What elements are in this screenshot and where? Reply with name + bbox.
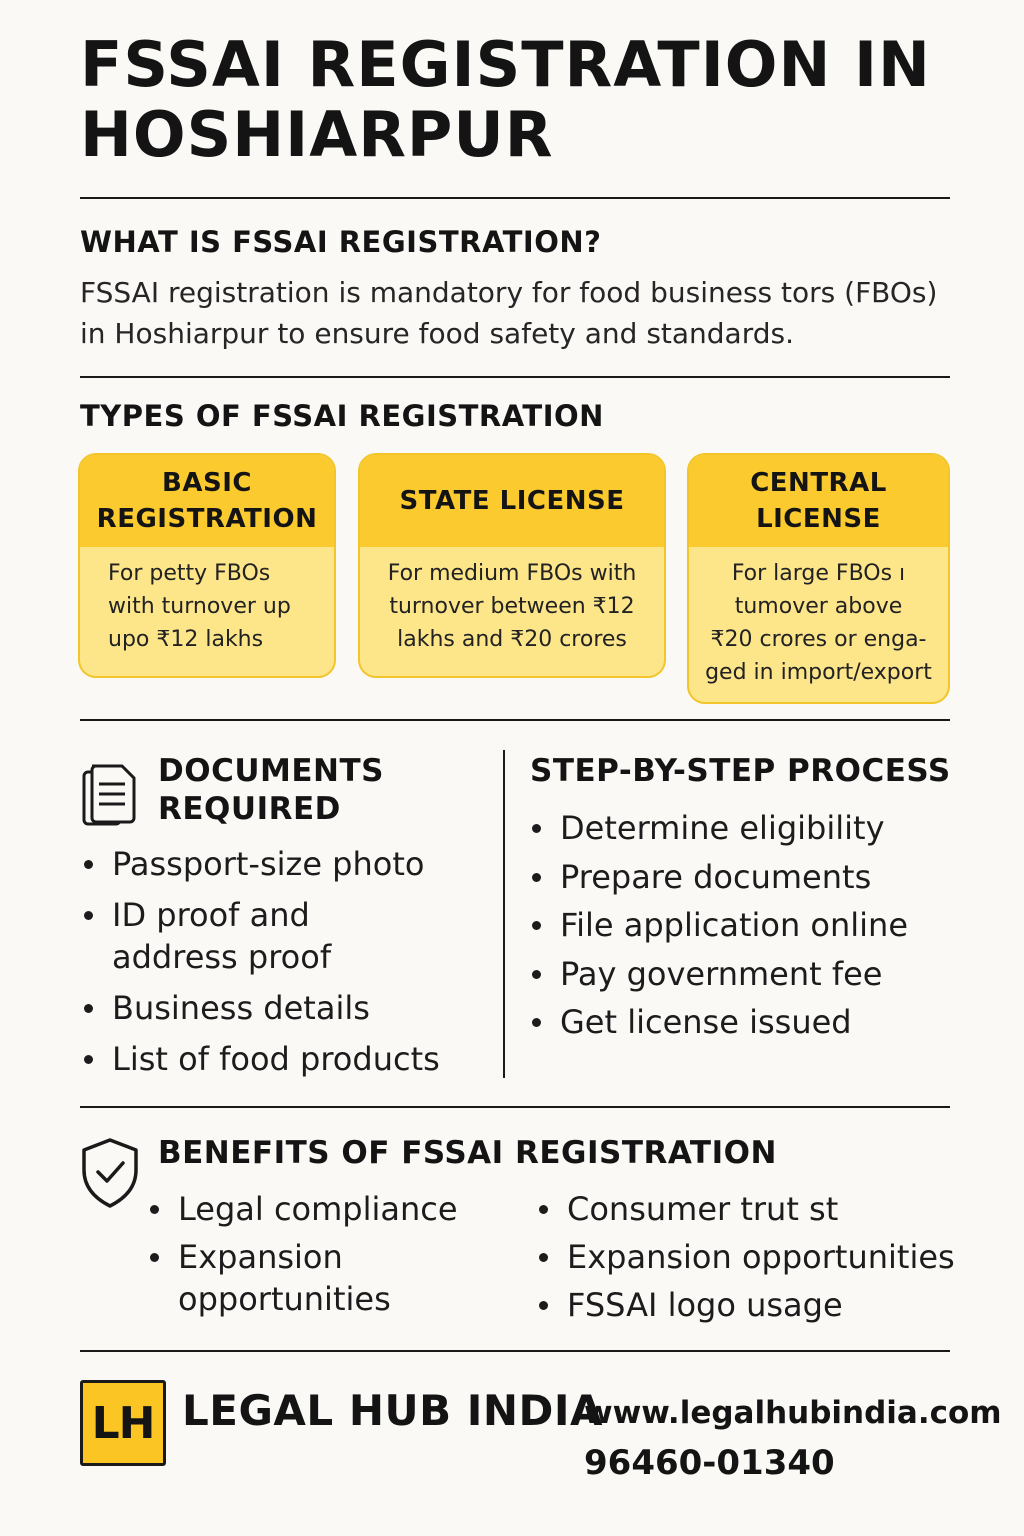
benefits-list-left: [146, 1188, 516, 1326]
list-item: Get license issued: [528, 1001, 958, 1043]
what-is-heading: WHAT IS FSSAI REGISTRATION?: [80, 225, 602, 259]
list-item-text: Legal compliance: [178, 1190, 458, 1228]
list-item: Determine eligibility: [528, 807, 958, 849]
documents-list: [80, 843, 500, 1089]
brand-logo: [80, 1380, 166, 1466]
type-card-line: turnover between ₹12: [389, 594, 635, 619]
list-item: File application online: [528, 904, 958, 946]
benefits-heading: BENEFITS OF FSSAI REGISTRATION: [158, 1135, 777, 1171]
documents-heading: [158, 752, 384, 828]
what-is-line-2: in Hoshiarpur to ensure food safety and standards.: [80, 317, 794, 350]
list-item-text: Expansion: [178, 1238, 343, 1276]
list-item-text: address proof: [112, 938, 332, 976]
brand-name: LEGAL HUB INDIA: [182, 1386, 603, 1435]
benefits-list-right: [535, 1188, 975, 1332]
type-card-title: [360, 455, 664, 547]
what-is-line-1: FSSAI registration is mandatory for food business tors (FBOs): [80, 276, 938, 309]
list-item: [80, 894, 500, 978]
type-card-description: [360, 547, 664, 656]
list-item: [80, 987, 500, 1029]
list-item-text: Passport-size photo: [112, 845, 425, 883]
list-item: Consumer trut st: [535, 1188, 975, 1230]
type-card-line: lakhs and ₹20 crores: [397, 627, 627, 652]
list-item-text: Business details: [112, 989, 370, 1027]
type-card-line: tumover above: [734, 594, 903, 619]
brand-logo-text: LH: [91, 1397, 155, 1449]
page-title-line-1: FSSAI REGISTRATION IN: [80, 28, 931, 101]
list-item-text: opportunities: [178, 1280, 391, 1318]
website-link[interactable]: www.legalhubindia.com: [584, 1395, 1002, 1431]
list-item: Prepare documents: [528, 856, 958, 898]
type-card-title-line: BASIC: [162, 468, 252, 498]
type-card-description: [80, 547, 334, 656]
list-item: Pay government fee: [528, 953, 958, 995]
list-item: [80, 1038, 500, 1080]
what-is-description: [80, 272, 980, 354]
type-card-line: For medium FBOs with: [387, 561, 637, 586]
process-heading: STEP-BY-STEP PROCESS: [530, 753, 951, 789]
list-item-text: ID proof and: [112, 896, 310, 934]
type-card-title-line: CENTRAL: [750, 468, 887, 498]
list-item: FSSAI logo usage: [535, 1284, 975, 1326]
list-item: Expansion opportunities: [535, 1236, 975, 1278]
type-card-line: upo ₹12 lakhs: [108, 627, 264, 652]
type-card-description: [689, 547, 948, 689]
list-item: [146, 1236, 516, 1320]
type-card-line: ₹20 crores or enga-: [710, 627, 927, 652]
type-card-title: [80, 455, 334, 547]
process-list: [528, 807, 958, 1050]
type-card-title: [689, 455, 948, 547]
divider: [80, 1106, 950, 1108]
divider: [80, 376, 950, 378]
page-title: [80, 30, 960, 170]
type-card-title-line: STATE LICENSE: [399, 486, 625, 516]
documents-heading-line: DOCUMENTS: [158, 753, 384, 789]
column-divider: [503, 750, 505, 1078]
list-item: [80, 843, 500, 885]
phone-number[interactable]: 96460-01340: [584, 1443, 835, 1483]
list-item: [146, 1188, 516, 1230]
type-card-line: with turnover up: [108, 594, 291, 619]
documents-heading-line: REQUIRED: [158, 791, 341, 827]
divider: [80, 719, 950, 721]
type-card-state: [358, 453, 666, 678]
type-card-line: For petty FBOs: [108, 561, 271, 586]
type-card-central: [687, 453, 950, 704]
page-title-line-2: HOSHIARPUR: [80, 98, 554, 171]
divider: [80, 197, 950, 199]
type-card-line: For large FBOs ı: [731, 561, 906, 586]
list-item-text: List of food products: [112, 1040, 440, 1078]
type-card-basic: [78, 453, 336, 678]
shield-check-icon: [78, 1136, 142, 1210]
document-icon: [80, 760, 140, 828]
type-card-line: ged in import/export: [705, 660, 932, 685]
type-card-title-line: LICENSE: [756, 504, 881, 534]
divider: [80, 1350, 950, 1352]
type-card-title-line: REGISTRATION: [96, 504, 318, 534]
types-heading: TYPES OF FSSAI REGISTRATION: [80, 399, 604, 433]
